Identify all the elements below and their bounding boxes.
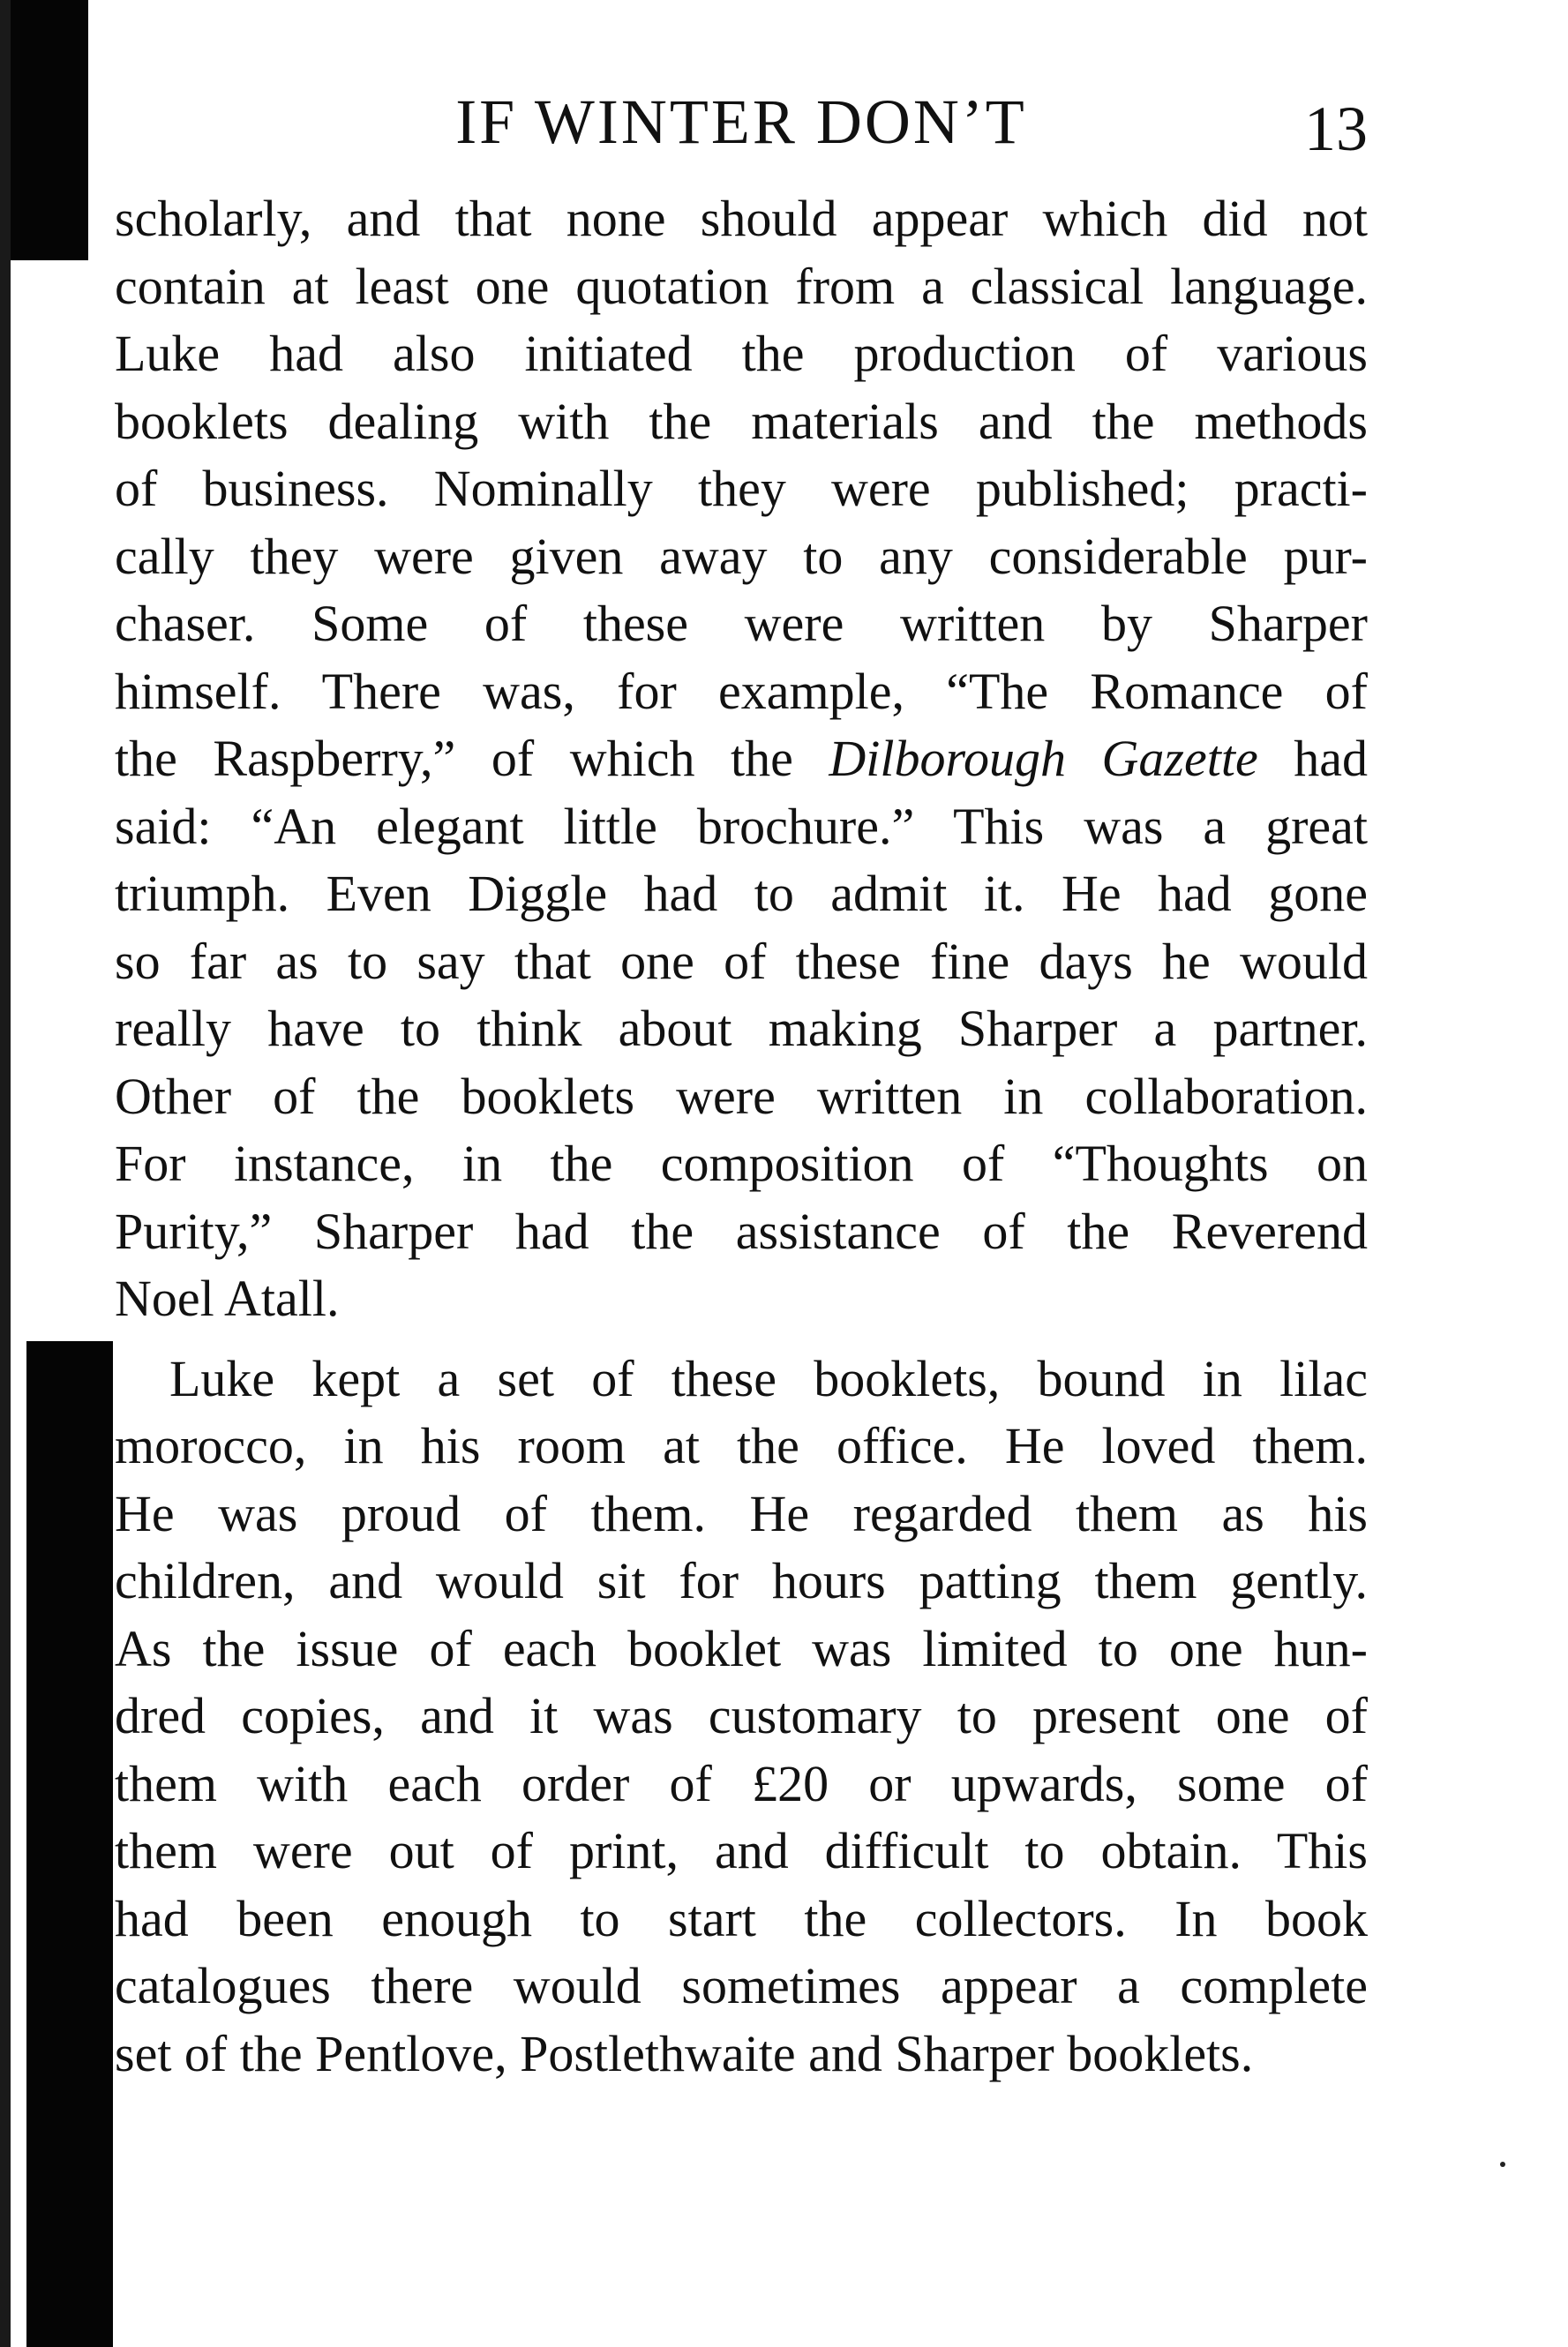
text-line: As the issue of each booklet was limited to one hun- [115, 1619, 1368, 1677]
body-text [115, 185, 1368, 2088]
text-line: He was proud of them. He regarded them as his [115, 1484, 1368, 1542]
text-line: them with each order of £20 or upwards, some of [115, 1754, 1368, 1812]
text-line: Luke kept a set of these booklets, bound in lilac [169, 1349, 1368, 1407]
text-line: contain at least one quotation from a classical language. [115, 257, 1368, 315]
text-line: scholarly, and that none should appear which did not [115, 190, 1368, 247]
text-line: himself. There was, for example, “The Romance of [115, 662, 1368, 720]
text-line: triumph. Even Diggle had to admit it. He had gone [115, 865, 1368, 922]
text-line: Other of the booklets were written in collaboration. [115, 1067, 1368, 1125]
text-line: booklets dealing with the materials and the methods [115, 392, 1368, 450]
text-line: For instance, in the composition of “Thoughts on [115, 1135, 1368, 1192]
text-line: really have to think about making Sharper a partner. [115, 1000, 1368, 1057]
text-line: of business. Nominally they were published; practi- [115, 460, 1368, 517]
page-edge-shadow-top-thin [0, 0, 11, 2347]
text-line: children, and would sit for hours patting them gently. [115, 1552, 1368, 1609]
text-line: chaser. Some of these were written by Sharper [115, 595, 1368, 652]
text-line: said: “An elegant little brochure.” This was a great [115, 797, 1368, 855]
page-number: 13 [1304, 94, 1368, 164]
newspaper-title-italic: Dilborough Gazette [829, 730, 1258, 787]
text-line: had been enough to start the collectors. In book [115, 1889, 1368, 1947]
text-line: cally they were given away to any considerable pur- [115, 527, 1368, 585]
scan-speck [1500, 2162, 1505, 2167]
running-title: IF WINTER DON’T [455, 86, 1027, 157]
text-segment: had [1294, 730, 1368, 787]
text-line: Noel Atall. [115, 1270, 340, 1327]
text-line: Luke had also initiated the production of various [115, 325, 1368, 382]
page-edge-shadow-top [0, 0, 88, 260]
text-line-with-italic [115, 725, 1368, 793]
text-line: dred copies, and it was customary to present one of [115, 1687, 1368, 1744]
text-line: them were out of print, and difficult to obtain. This [115, 1822, 1368, 1879]
paragraph-gap [115, 1333, 1368, 1346]
text-line: catalogues there would sometimes appear a complete [115, 1957, 1368, 2014]
text-line: Purity,” Sharper had the assistance of the Reverend [115, 1202, 1368, 1260]
text-line: morocco, in his room at the office. He loved them. [115, 1417, 1368, 1474]
text-line: set of the Pentlove, Postlethwaite and Sharper booklets. [115, 2024, 1254, 2082]
text-segment: the Raspberry,” of which the [115, 730, 793, 787]
page-edge-shadow-bottom [26, 1341, 113, 2347]
page-header [115, 78, 1368, 166]
text-line: so far as to say that one of these fine days he would [115, 932, 1368, 990]
